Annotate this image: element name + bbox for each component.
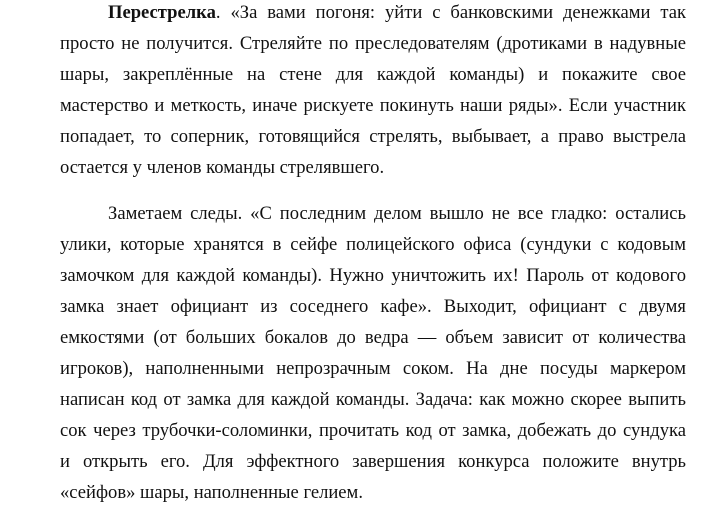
paragraph-2-line-5: емкостями (от больших бокалов до ведра — объем зависит от количества [60, 327, 686, 348]
paragraph-1-line-2: просто не получится. Стреляйте по преследователям (дротиками в надувные [60, 33, 686, 54]
paragraph-2-line-4: замка знает официант из соседнего кафе». Выходит, официант с двумя [60, 296, 686, 317]
paragraph-2-line-6: игроков), наполненными непрозрачным соком. На дне посуды маркером [60, 358, 686, 379]
paragraph-2-line-8: сок через трубочки-соломинки, прочитать код от замка, добежать до сундука [60, 420, 686, 441]
paragraph-2-line-9: и открыть его. Для эффектного завершения конкурса положите внутрь [60, 451, 686, 472]
paragraph-1-line-1-text: . «За вами погоня: уйти с банковскими денежками так [215, 2, 686, 23]
paragraph-2-line-2: улики, которые хранятся в сейфе полицейского офиса (сундуки с кодовым [60, 234, 686, 255]
paragraph-1-line-1 [108, 2, 686, 24]
paragraph-2-line-7: написан код от замка для каждой команды. Задача: как можно скорее выпить [60, 389, 686, 410]
paragraph-2-line-10: «сейфов» шары, наполненные гелием. [60, 482, 363, 503]
paragraph-1-line-5: попадает, то соперник, готовящийся стрелять, выбывает, а право выстрела [60, 126, 686, 147]
section-heading: Перестрелка [108, 2, 216, 23]
paragraph-1-line-6: остается у членов команды стрелявшего. [60, 157, 385, 178]
paragraph-1-line-4: мастерство и меткость, иначе рискуете покинуть наши ряды». Если участник [60, 95, 686, 116]
paragraph-2-line-3: замочком для каждой команды). Нужно уничтожить их! Пароль от кодового [60, 265, 686, 286]
paragraph-2-line-1: Заметаем следы. «С последним делом вышло не все гладко: остались [108, 203, 686, 224]
paragraph-1-line-3: шары, закреплённые на стене для каждой команды) и покажите свое [60, 64, 686, 85]
